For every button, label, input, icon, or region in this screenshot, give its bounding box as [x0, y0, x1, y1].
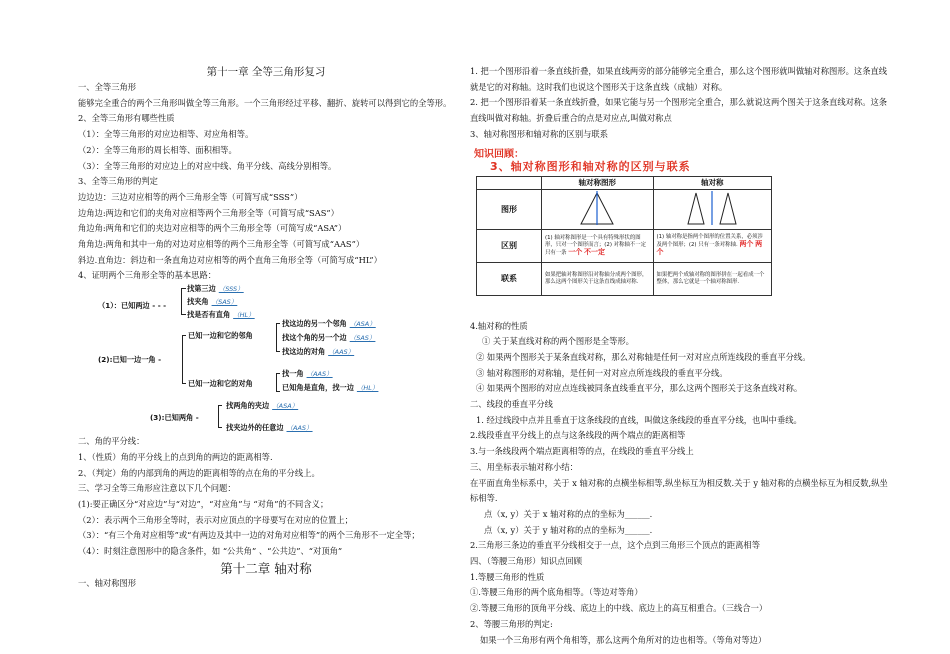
paragraph: 能够完全重合的两个三角形叫做全等三角形。一个三角形经过平移、翻折、旋转可以得到它的全等形。 — [78, 97, 452, 108]
highlight-mark: 两个 — [656, 240, 763, 257]
sub-heading: 2、等腰三角形的判定: — [470, 618, 553, 629]
bracket-line — [276, 323, 280, 324]
section-heading: 3、轴对称图形和轴对称的区别与联系 — [470, 128, 609, 139]
tree-item: 已知角是直角，找一边 （HL） — [282, 383, 379, 393]
knowledge-review-figure — [470, 145, 890, 315]
list-item: ②.等腰三角形的顶角平分线、底边上的中线、底边上的高互相重合。（三线合一） — [470, 603, 768, 614]
list-item: 边边边：三边对应相等的两个三角形全等（可简写成“SSS”） — [78, 191, 303, 202]
tree-subroot: 已知一边和它的邻角 — [188, 331, 253, 341]
list-item: ④ 如果两个图形的对应点连线被同条直线垂直平分，那么这两个图形关于这条直线对称。 — [476, 383, 803, 394]
chapter-12-title: 第十二章 轴对称 — [220, 560, 312, 576]
bracket-line — [181, 288, 186, 289]
tree-item: 找两角的夹边 （ASA） — [226, 401, 299, 411]
tree-item: 找这边的另一个邻角 （ASA） — [282, 319, 376, 329]
paragraph: 2. 把一个图形沿着某一条直线折叠，如果它能与另一个图形完全重合，那么就说这两个图关于这条直线对称。这条直线叫做对称轴。折叠后重合的点是对应点,叫做对称点 — [470, 97, 888, 124]
section-heading: 四、（等腰三角形）知识点回顾 — [470, 556, 583, 567]
row-label: 区别 — [477, 229, 542, 262]
tree-item: 找第三边 （SSS） — [187, 284, 244, 294]
highlight-mark: 不一定 — [584, 247, 606, 256]
section-heading: 4、证明两个三角形全等的基本思路： — [78, 270, 217, 281]
list-item: （3）：全等三角形的对应边上的对应中线、角平分线、高线分别相等。 — [78, 160, 337, 171]
list-item: （2）：表示两个三角形全等时，表示对应顶点的字母要写在对应的位置上； — [78, 514, 353, 525]
tree-item: 找这个角的另一个边 （SAS） — [282, 333, 376, 343]
section-heading: 4.轴对称的性质 — [470, 320, 528, 331]
section-heading: 3、全等三角形的判定 — [78, 176, 158, 187]
list-item: 2.线段垂直平分线上的点与这条线段的两个端点的距离相等 — [470, 430, 686, 441]
chapter-11-title: 第十一章 全等三角形复习 — [206, 66, 326, 78]
proof-strategy-diagram — [78, 284, 454, 434]
comparison-table — [476, 176, 772, 296]
section-heading: 二、角的平分线： — [78, 436, 145, 447]
list-item: 2、（判定）角的内部到角的两边的距离相等的点在角的平分线上。 — [78, 467, 320, 478]
list-item: ① 关于某直线对称的两个图形是全等形。 — [482, 336, 634, 347]
table-header: 轴对称图形 — [542, 176, 654, 189]
right-column — [470, 64, 890, 648]
paragraph: 1. 把一个图形沿着一条直线折叠，如果直线两旁的部分能够完全重合，那么这个图形就叫做轴对称图形。这条直线就是它的对称轴。这时我们也说这个图形关于这条直线（成轴）对称。 — [470, 66, 888, 92]
bracket-line — [276, 391, 280, 392]
tree-item: 找夹角 （SAS） — [187, 297, 238, 307]
bracket-line — [181, 288, 182, 314]
bracket-line — [182, 335, 183, 383]
bracket-line — [276, 323, 277, 351]
tree-root-two-sides: （1）：已知两边 - - - — [98, 301, 167, 311]
two-triangles-icon — [672, 191, 752, 225]
link-cell: 如果把轴对称图形沿对称轴分成两个图形，那么这两个图形关于这条直线成轴对称. — [542, 262, 654, 295]
list-item: 边角边:两边和它们的夹角对应相等两个三角形全等（可简写成“SAS”） — [78, 207, 339, 218]
bracket-line — [276, 373, 277, 391]
diff-cell: (1) 轴对称是指两个图形的位置关系，必须涉及两个图形；(2) 只有一条对称轴. 两个 两个 — [653, 229, 771, 262]
section-heading: 2、全等三角形有哪些性质 — [78, 113, 175, 124]
list-item: 角角边:两角和其中一角的对边对应相等的两个三角形全等（可简写成“AAS”） — [78, 239, 365, 250]
row-label: 图形 — [477, 189, 542, 229]
tree-item: 找是否有直角 （HL） — [187, 310, 255, 320]
figure-cell-axis — [653, 189, 771, 229]
tree-subroot: 已知一边和它的对角 — [188, 379, 253, 389]
list-item: （4）：时刻注意图形中的隐含条件，如 “公共角” 、“公共边”、“对顶角” — [78, 546, 343, 557]
tree-item: 找夹边外的任意边 （AAS） — [226, 423, 313, 433]
tree-root-side-angle: (2):已知一边一角 - — [98, 355, 162, 365]
bracket-line — [182, 335, 186, 336]
highlight-mark: 一个 — [568, 247, 583, 256]
bracket-line — [218, 405, 219, 427]
table-header: 轴对称 — [653, 176, 771, 189]
tree-item: 找这边的对角 （AAS） — [282, 347, 355, 357]
section-heading: 二、线段的垂直平分线 — [470, 399, 553, 410]
list-item: 角边角:两角和它们的夹边对应相等的两个三角形全等（可简写成“ASA”） — [78, 223, 347, 234]
list-item: 3.与一条线段两个端点距离相等的点，在线段的垂直平分线上 — [470, 446, 694, 457]
list-item: ①.等腰三角形的两个底角相等。（等边对等角） — [470, 587, 643, 598]
paragraph: 如果一个三角形有两个角相等，那么这两个角所对的边也相等。（等角对等边） — [480, 634, 767, 645]
list-item: 点（x, y）关于 x 轴对称的点的坐标为______. — [484, 508, 653, 519]
bracket-line — [181, 314, 186, 315]
tree-item: 找一角 （AAS） — [282, 369, 333, 379]
section-heading: 一、全等三角形 — [78, 82, 137, 92]
list-item: 1. 经过线段中点并且垂直于这条线段的直线，叫做这条线段的垂直平分线，也叫中垂线。 — [476, 414, 802, 425]
table-corner — [477, 176, 542, 189]
section-heading: 一、轴对称图形 — [78, 577, 137, 588]
paragraph: 在平面直角坐标系中，关于 x 轴对称的点横坐标相等,纵坐标互为相反数.关于 y 轴对称的点横坐标互为相反数,纵坐标相等. — [470, 477, 888, 504]
tree-root-two-angles: (3):已知两角 - — [150, 413, 199, 423]
link-cell: 如果把两个成轴对称的图形拼在一起看成一个整体，那么它就是一个轴对称图形. — [653, 262, 771, 295]
list-item: 点（x, y）关于 y 轴对称的点的坐标为______. — [484, 524, 653, 535]
bracket-line — [276, 351, 280, 352]
row-label: 联系 — [477, 262, 542, 295]
list-item: (1):要正确区分“对应边”与“对边”，“对应角”与 “对角”的不同含义； — [78, 498, 329, 509]
triangle-icon — [567, 191, 627, 225]
bracket-line — [218, 427, 222, 428]
section-heading: 三、学习全等三角形应注意以下几个问题： — [78, 483, 236, 494]
list-item: 1、（性质）角的平分线上的点到角的两边的距离相等. — [78, 451, 273, 462]
list-item: ③ 轴对称图形的对称轴，是任何一对对应点所连线段的垂直平分线。 — [476, 367, 728, 378]
bracket-line — [218, 405, 222, 406]
list-item: （2）：全等三角形的周长相等、面积相等。 — [78, 144, 237, 155]
list-item: 斜边.直角边：斜边和一条直角边对应相等的两个直角三角形全等（可简写成“HL”） — [78, 254, 382, 265]
sub-heading: 1.等腰三角形的性质 — [470, 571, 545, 582]
bracket-line — [182, 383, 186, 384]
paragraph: 2.三角形三条边的垂直平分线相交于一点，这个点到三角形三个顶点的距离相等 — [470, 540, 761, 551]
list-item: （3）：“有三个角对应相等”或“有两边及其中一边的对角对应相等”的两个三角形不一定全等； — [78, 530, 420, 541]
left-column — [78, 64, 454, 591]
list-item: ② 如果两个图形关于某条直线对称，那么对称轴是任何一对对应点所连线段的垂直平分线。 — [476, 351, 811, 362]
figure-cell-symmetric — [542, 189, 654, 229]
section-heading: 三、用坐标表示轴对称小结： — [470, 461, 578, 472]
highlight-mark: 两个 — [739, 240, 754, 249]
diff-cell: (1) 轴对称图形是一个具有特殊形状的图形，只对一个图形而言；(2) 对称轴不一定只有一条 一个 不一定 — [542, 229, 654, 262]
knowledge-title: 知识回顾： — [474, 148, 524, 160]
bracket-line — [276, 373, 280, 374]
knowledge-subtitle: 3、轴对称图形和轴对称的区别与联系 — [490, 159, 691, 173]
list-item: （1）：全等三角形的对应边相等、对应角相等。 — [78, 129, 254, 140]
